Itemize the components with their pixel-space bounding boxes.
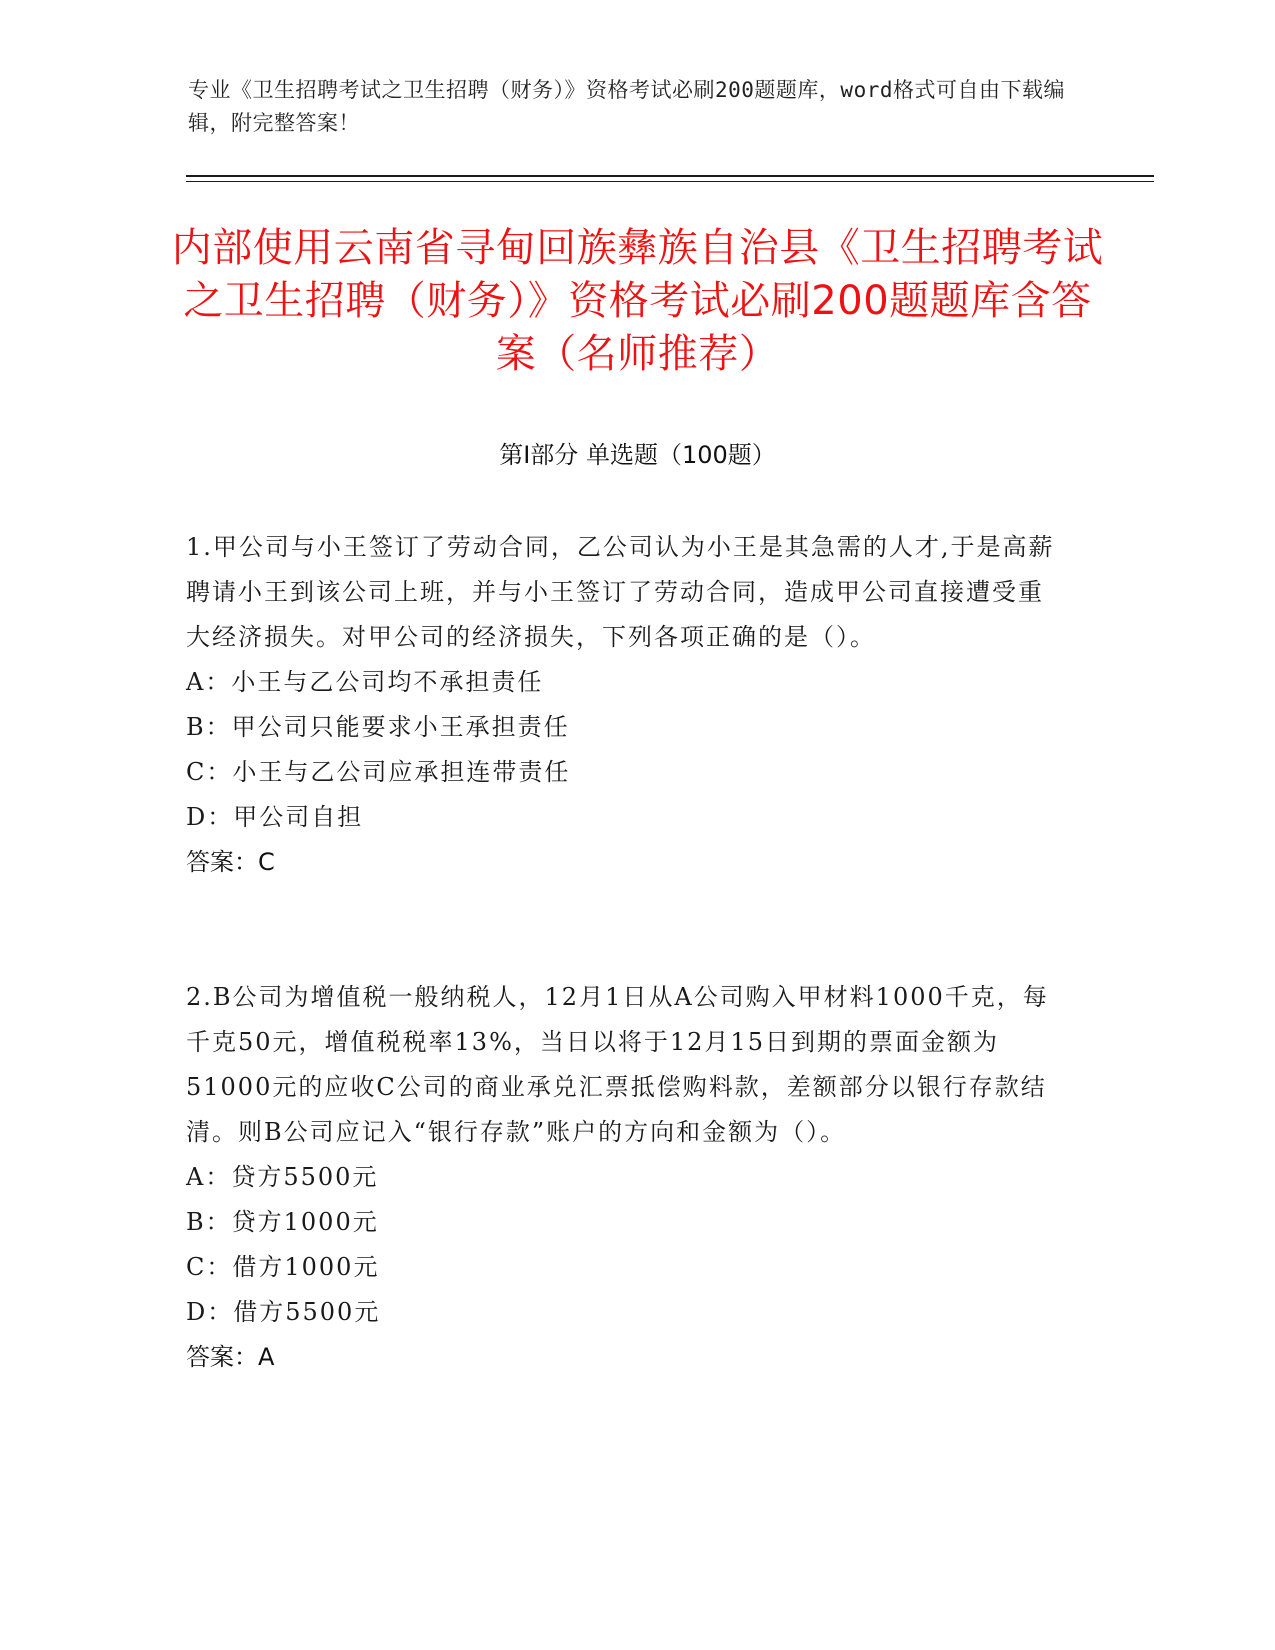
header-note: 专业《卫生招聘考试之卫生招聘（财务）》资格考试必刷200题题库，word格式可自由下载编辑，附完整答案！ <box>188 78 1065 135</box>
header-divider-thin <box>186 181 1154 182</box>
answer: 答案：C <box>186 848 275 876</box>
option-a: A：小王与乙公司均不承担责任 <box>186 668 544 696</box>
option-d: D：借方5500元 <box>186 1298 381 1326</box>
section-title: 第Ⅰ部分 单选题（100题） <box>499 441 776 469</box>
option-a: A：贷方5500元 <box>186 1163 379 1191</box>
answer: 答案：A <box>186 1343 275 1371</box>
header-divider-thick <box>186 175 1154 177</box>
option-c: C：借方1000元 <box>186 1253 380 1281</box>
option-b: B：贷方1000元 <box>186 1208 379 1236</box>
document-title: 内部使用云南省寻甸回族彝族自治县《卫生招聘考试之卫生招聘（财务）》资格考试必刷200题题库含答案（名师推荐） <box>171 225 1104 377</box>
question-stem: 1.甲公司与小王签订了劳动合同，乙公司认为小王是其急需的人才,于是高薪聘请小王到该公司上班，并与小王签订了劳动合同，造成甲公司直接遭受重大经济损失。对甲公司的经济损失，下列各项正确的是（）。 <box>186 533 1055 651</box>
question-2 <box>186 975 1066 1380</box>
option-d: D：甲公司自担 <box>186 803 364 831</box>
question-1 <box>186 525 1066 885</box>
option-b: B：甲公司只能要求小王承担责任 <box>186 713 570 741</box>
question-stem: 2.B公司为增值税一般纳税人，12月1日从A公司购入甲材料1000千克，每千克50元，增值税税率13%，当日以将于12月15日到期的票面金额为51000元的应收C公司的商业承兑汇票抵偿购料款，差额部分以银行存款结清。则B公司应记入“银行存款”账户的方向和金额为（）。 <box>186 983 1049 1146</box>
option-c: C：小王与乙公司应承担连带责任 <box>186 758 571 786</box>
